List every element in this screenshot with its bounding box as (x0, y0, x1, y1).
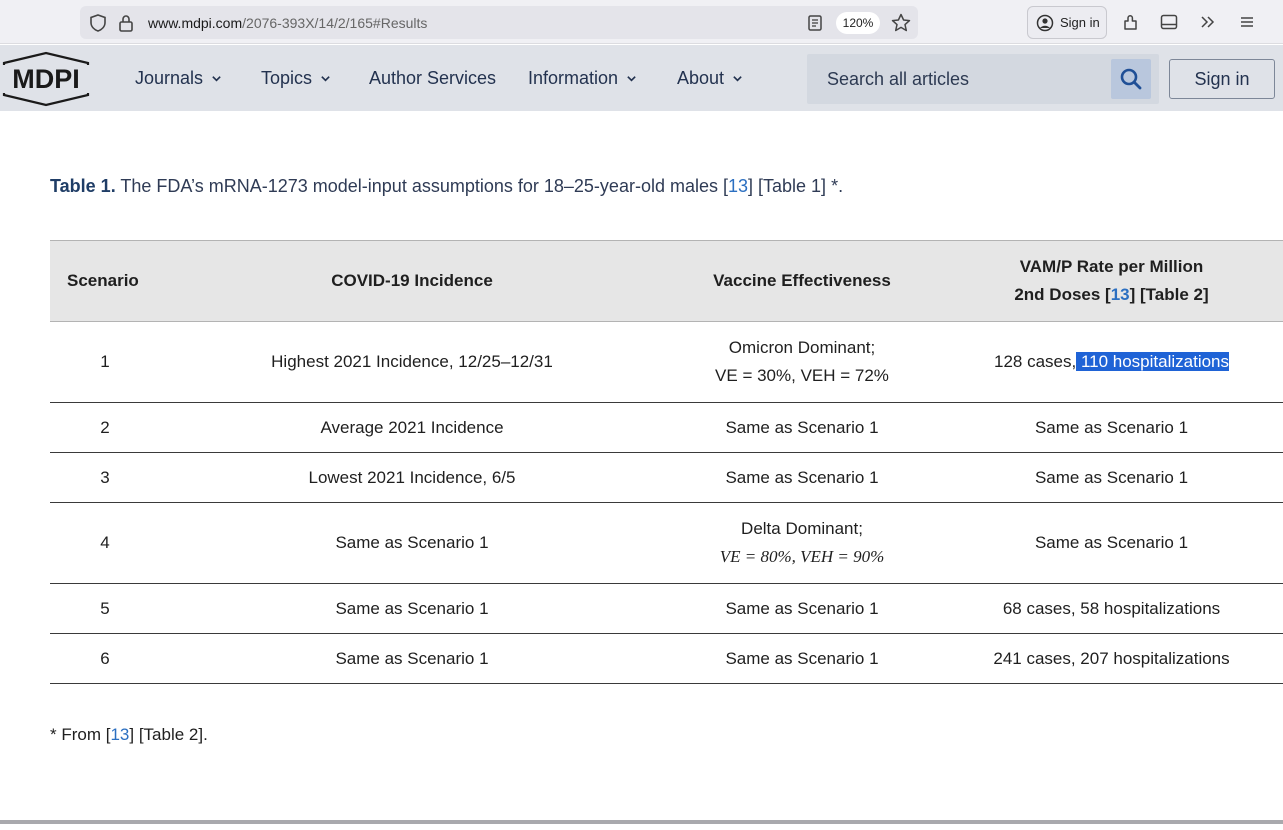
account-icon (1036, 14, 1054, 32)
cell-rate: 241 cases, 207 hospitalizations (940, 634, 1283, 684)
nav-topics[interactable] (261, 68, 331, 89)
chevron-down-icon (320, 73, 331, 84)
hamburger-menu-icon[interactable] (1235, 10, 1259, 34)
cell-incidence: Average 2021 Incidence (160, 403, 664, 453)
cell-rate: 68 cases, 58 hospitalizations (940, 584, 1283, 634)
nav-information[interactable] (528, 68, 637, 89)
assumptions-table (50, 240, 1283, 684)
table-footnote (50, 725, 208, 745)
cell-effectiveness: Same as Scenario 1 (664, 453, 940, 503)
nav-journals-label: Journals (135, 68, 204, 88)
nav-about[interactable] (677, 68, 743, 89)
table-caption-text: The FDA’s mRNA-1273 model-input assumptions for 18–25-year-old males [ (115, 176, 728, 196)
table-header-row (50, 241, 1283, 322)
cell-incidence: Same as Scenario 1 (160, 584, 664, 634)
cell-rate: Same as Scenario 1 (940, 503, 1283, 584)
nav-author-services-label: Author Services (369, 68, 497, 88)
table-row (50, 503, 1283, 584)
table-row (50, 634, 1283, 684)
section-divider (0, 820, 1283, 824)
cell-scenario: 2 (50, 403, 160, 453)
cell-incidence: Highest 2021 Incidence, 12/25–12/31 (160, 322, 664, 403)
table-row (50, 403, 1283, 453)
bookmark-star-icon[interactable] (890, 12, 912, 34)
footnote-ref-link[interactable]: 13 (110, 725, 130, 744)
cell-eff-line2: VE = 30%, VEH = 72% (715, 366, 889, 385)
site-navigation (0, 45, 1283, 111)
cell-rate-text: 128 cases, (993, 352, 1077, 371)
chevron-down-icon (732, 73, 743, 84)
cell-rate (940, 322, 1283, 403)
chevron-down-icon (211, 73, 222, 84)
cell-scenario: 3 (50, 453, 160, 503)
cell-incidence: Same as Scenario 1 (160, 634, 664, 684)
table-row (50, 322, 1283, 403)
cell-eff-math: VE = 80%, VEH = 90% (719, 547, 885, 566)
footnote-text: * From [ (50, 725, 111, 744)
browser-account-label: Sign in (1060, 15, 1100, 30)
search-box (807, 54, 1159, 104)
cell-effectiveness (664, 322, 940, 403)
table-caption (50, 176, 843, 197)
table-row (50, 453, 1283, 503)
url-path: /2076-393X/14/2/165#Results (242, 15, 428, 31)
table-row (50, 584, 1283, 634)
cell-effectiveness (664, 503, 940, 584)
site-signin-button[interactable]: Sign in (1169, 59, 1275, 99)
header-rate-suffix: ] [Table 2] (1129, 285, 1209, 304)
nav-author-services[interactable] (369, 68, 496, 89)
cell-effectiveness: Same as Scenario 1 (664, 403, 940, 453)
reader-view-icon[interactable] (806, 14, 824, 32)
cell-scenario: 5 (50, 584, 160, 634)
sidebar-toggle-icon[interactable] (1157, 10, 1181, 34)
header-scenario: Scenario (50, 241, 160, 322)
cell-rate: Same as Scenario 1 (940, 453, 1283, 503)
search-input[interactable] (807, 54, 1107, 104)
zoom-level-badge[interactable]: 120% (836, 12, 880, 34)
cell-scenario: 6 (50, 634, 160, 684)
cell-scenario: 1 (50, 322, 160, 403)
overflow-chevron-icon[interactable] (1196, 10, 1220, 34)
browser-toolbar (0, 0, 1283, 44)
mdpi-logo[interactable] (0, 51, 92, 107)
cell-eff-line1: Delta Dominant; (741, 519, 863, 538)
browser-account-button[interactable] (1027, 6, 1107, 39)
header-rate-text: 2nd Doses [ (1014, 285, 1111, 304)
caption-ref-link[interactable]: 13 (727, 176, 749, 196)
header-effectiveness: Vaccine Effectiveness (664, 241, 940, 322)
logo-text: MDPI (12, 64, 80, 94)
chevron-down-icon (626, 73, 637, 84)
cell-rate: Same as Scenario 1 (940, 403, 1283, 453)
search-button[interactable] (1111, 59, 1151, 99)
url-bar[interactable] (80, 6, 918, 39)
header-rate-ref-link[interactable]: 13 (1110, 285, 1130, 304)
nav-about-label: About (677, 68, 725, 88)
cell-effectiveness: Same as Scenario 1 (664, 584, 940, 634)
url-domain: www.mdpi.com (148, 15, 243, 31)
cell-incidence: Same as Scenario 1 (160, 503, 664, 584)
cell-scenario: 4 (50, 503, 160, 584)
header-rate (940, 241, 1283, 322)
shield-icon[interactable] (88, 13, 108, 33)
table-caption-label: Table 1. (50, 176, 116, 196)
cell-effectiveness: Same as Scenario 1 (664, 634, 940, 684)
search-icon (1119, 67, 1143, 91)
url-text[interactable] (148, 15, 427, 31)
footnote-suffix: ] [Table 2]. (129, 725, 208, 744)
nav-journals[interactable] (135, 68, 222, 89)
table-caption-suffix: ] [Table 1] *. (748, 176, 844, 196)
selected-text-highlight[interactable]: 110 hospitalizations (1076, 352, 1230, 371)
cell-incidence: Lowest 2021 Incidence, 6/5 (160, 453, 664, 503)
extensions-icon[interactable] (1119, 10, 1143, 34)
header-rate-line2 (940, 281, 1283, 309)
nav-information-label: Information (528, 68, 619, 88)
nav-topics-label: Topics (261, 68, 313, 88)
header-incidence: COVID-19 Incidence (160, 241, 664, 322)
cell-eff-line1: Omicron Dominant; (728, 338, 876, 357)
lock-icon[interactable] (116, 13, 136, 33)
header-rate-line1: VAM/P Rate per Million (1019, 257, 1204, 276)
